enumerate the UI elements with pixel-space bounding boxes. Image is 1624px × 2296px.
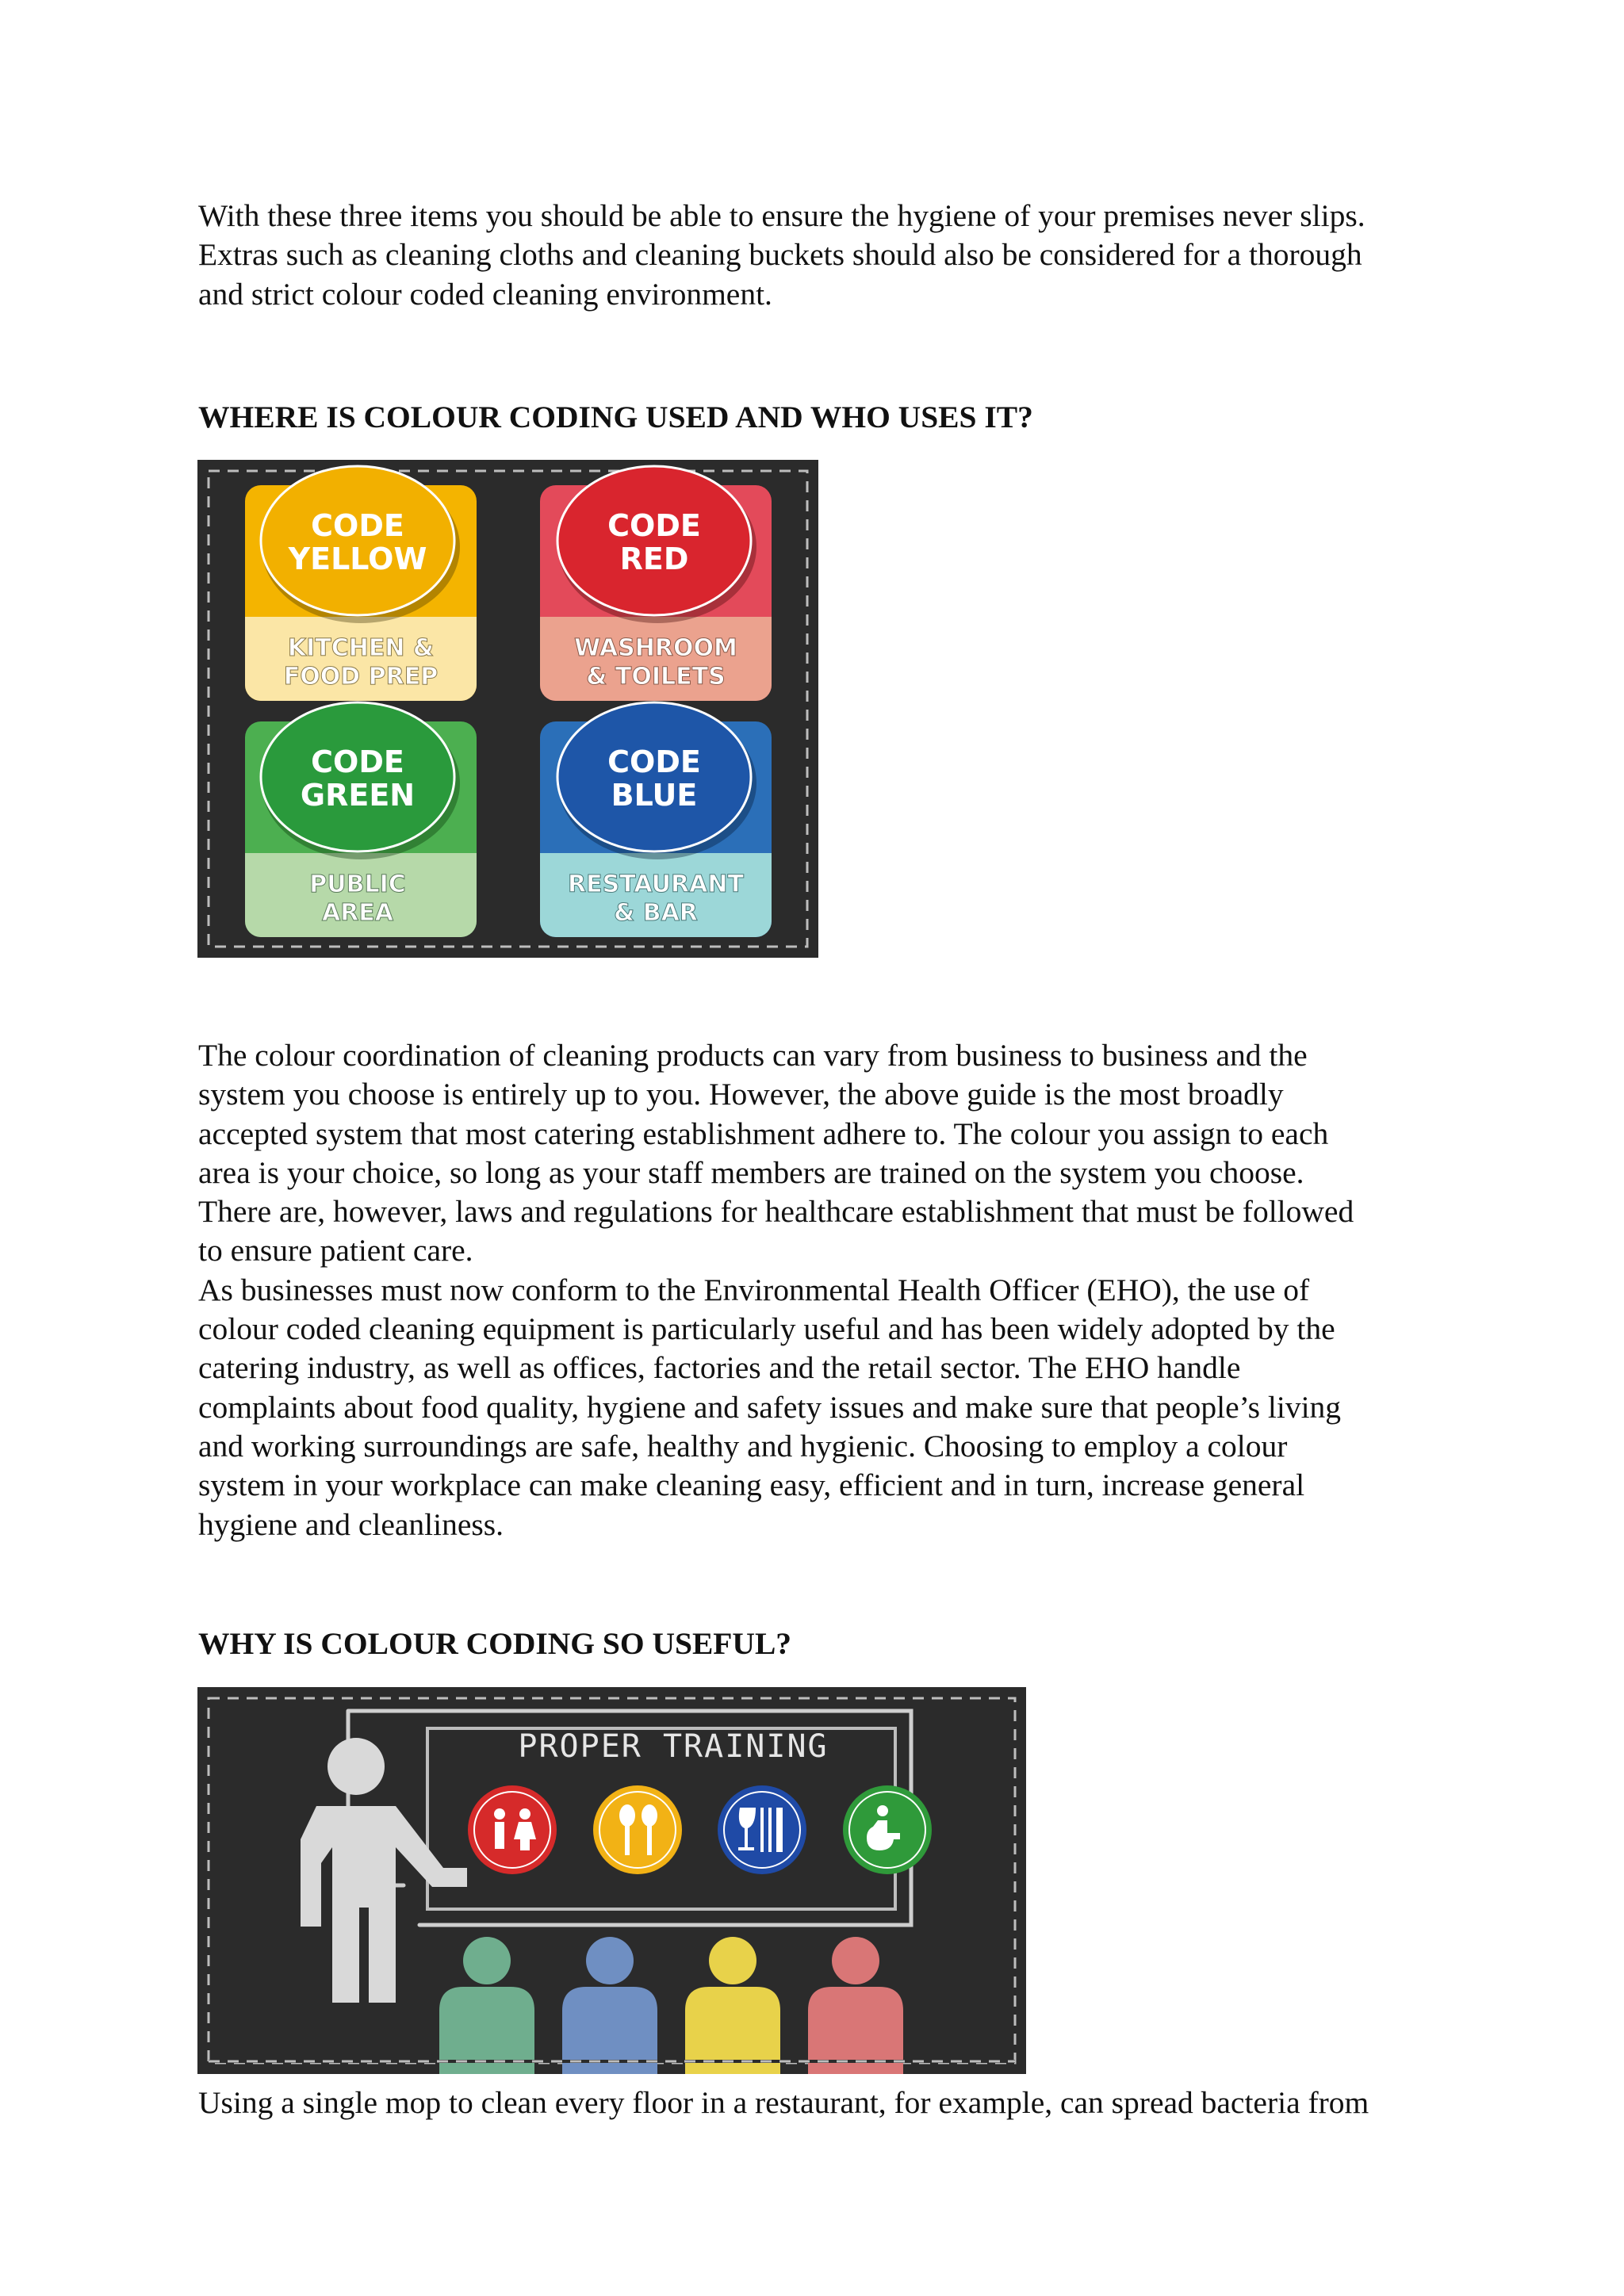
tile-code-label: CODE xyxy=(311,508,404,543)
food-prep-icon xyxy=(593,1785,682,1874)
tile-area-line-1: WASHROOM xyxy=(574,634,737,662)
text-line: accepted system that most catering establishment adhere to. The colour you assign to each xyxy=(198,1115,1329,1151)
colour-code-figure xyxy=(197,460,818,958)
tile-area-line-2: & BAR xyxy=(614,899,698,927)
text-line: system in your workplace can make cleaning easy, efficient and in turn, increase general xyxy=(198,1468,1305,1503)
text-line: With these three items you should be able to ensure the hygiene of your premises never slips. xyxy=(198,198,1365,233)
text-line: There are, however, laws and regulations for healthcare establishment that must be followed xyxy=(198,1194,1354,1230)
colour-code-chalkboard xyxy=(197,460,818,958)
text-line: Extras such as cleaning cloths and cleaning buckets should also be considered for a thorough xyxy=(198,237,1362,273)
text-line: The colour coordination of cleaning products can vary from business to business and the xyxy=(198,1038,1308,1073)
tile-area-line-2: AREA xyxy=(321,899,394,927)
proper-training-figure xyxy=(197,1687,1026,2074)
tile-area-line-1: RESTAURANT xyxy=(568,871,744,898)
board-title: PROPER TRAINING xyxy=(518,1728,829,1765)
tile-area-line-1: KITCHEN & xyxy=(287,634,435,662)
public-area-icon xyxy=(843,1785,932,1874)
tile-color-name: RED xyxy=(619,541,689,576)
section-heading-why: WHY IS COLOUR CODING SO USEFUL? xyxy=(198,1626,792,1661)
text-line: colour coded cleaning equipment is particularly useful and has been widely adopted by the xyxy=(198,1311,1335,1347)
text-line: to ensure patient care. xyxy=(198,1233,473,1269)
tile-code-label: CODE xyxy=(311,744,404,779)
tile-area-line-2: FOOD PREP xyxy=(283,663,439,691)
text-line: complaints about food quality, hygiene and safety issues and make sure that people’s living xyxy=(198,1389,1342,1425)
tile-code-label: CODE xyxy=(607,508,701,543)
intro-paragraph xyxy=(198,197,1467,314)
text-line: Using a single mop to clean every floor in a restaurant, for example, can spread bacteria from xyxy=(198,2085,1369,2120)
tile-code-blue xyxy=(540,702,772,937)
tile-color-name: YELLOW xyxy=(288,541,427,576)
tile-area-line-1: PUBLIC xyxy=(309,871,406,898)
text-line: As businesses must now conform to the Environmental Health Officer (EHO), the use of xyxy=(198,1272,1310,1307)
tile-code-green xyxy=(245,702,477,937)
tile-color-name: GREEN xyxy=(300,778,416,813)
text-line: and working surroundings are safe, healthy and hygienic. Choosing to employ a colour xyxy=(198,1428,1288,1464)
section-heading-where: WHERE IS COLOUR CODING USED AND WHO USES IT? xyxy=(198,400,1033,434)
tile-code-label: CODE xyxy=(607,744,701,779)
text-line: area is your choice, so long as your staff members are trained on the system you choose. xyxy=(198,1154,1304,1190)
tile-code-red xyxy=(540,466,772,701)
tile-area-line-2: & TOILETS xyxy=(586,663,726,691)
tile-color-name: BLUE xyxy=(611,778,698,813)
closing-paragraph xyxy=(198,2084,1467,2122)
colour-coordination-paragraph xyxy=(198,1036,1467,1544)
restaurant-icon xyxy=(718,1785,806,1874)
proper-training-chalkboard xyxy=(197,1687,1026,2074)
text-line: catering industry, as well as offices, factories and the retail sector. The EHO handle xyxy=(198,1350,1241,1386)
text-line: system you choose is entirely up to you. However, the above guide is the most broadly xyxy=(198,1077,1284,1112)
text-line: and strict colour coded cleaning environment. xyxy=(198,276,772,312)
tile-code-yellow xyxy=(245,466,477,701)
text-line: hygiene and cleanliness. xyxy=(198,1506,504,1542)
toilet-icon xyxy=(468,1785,557,1874)
